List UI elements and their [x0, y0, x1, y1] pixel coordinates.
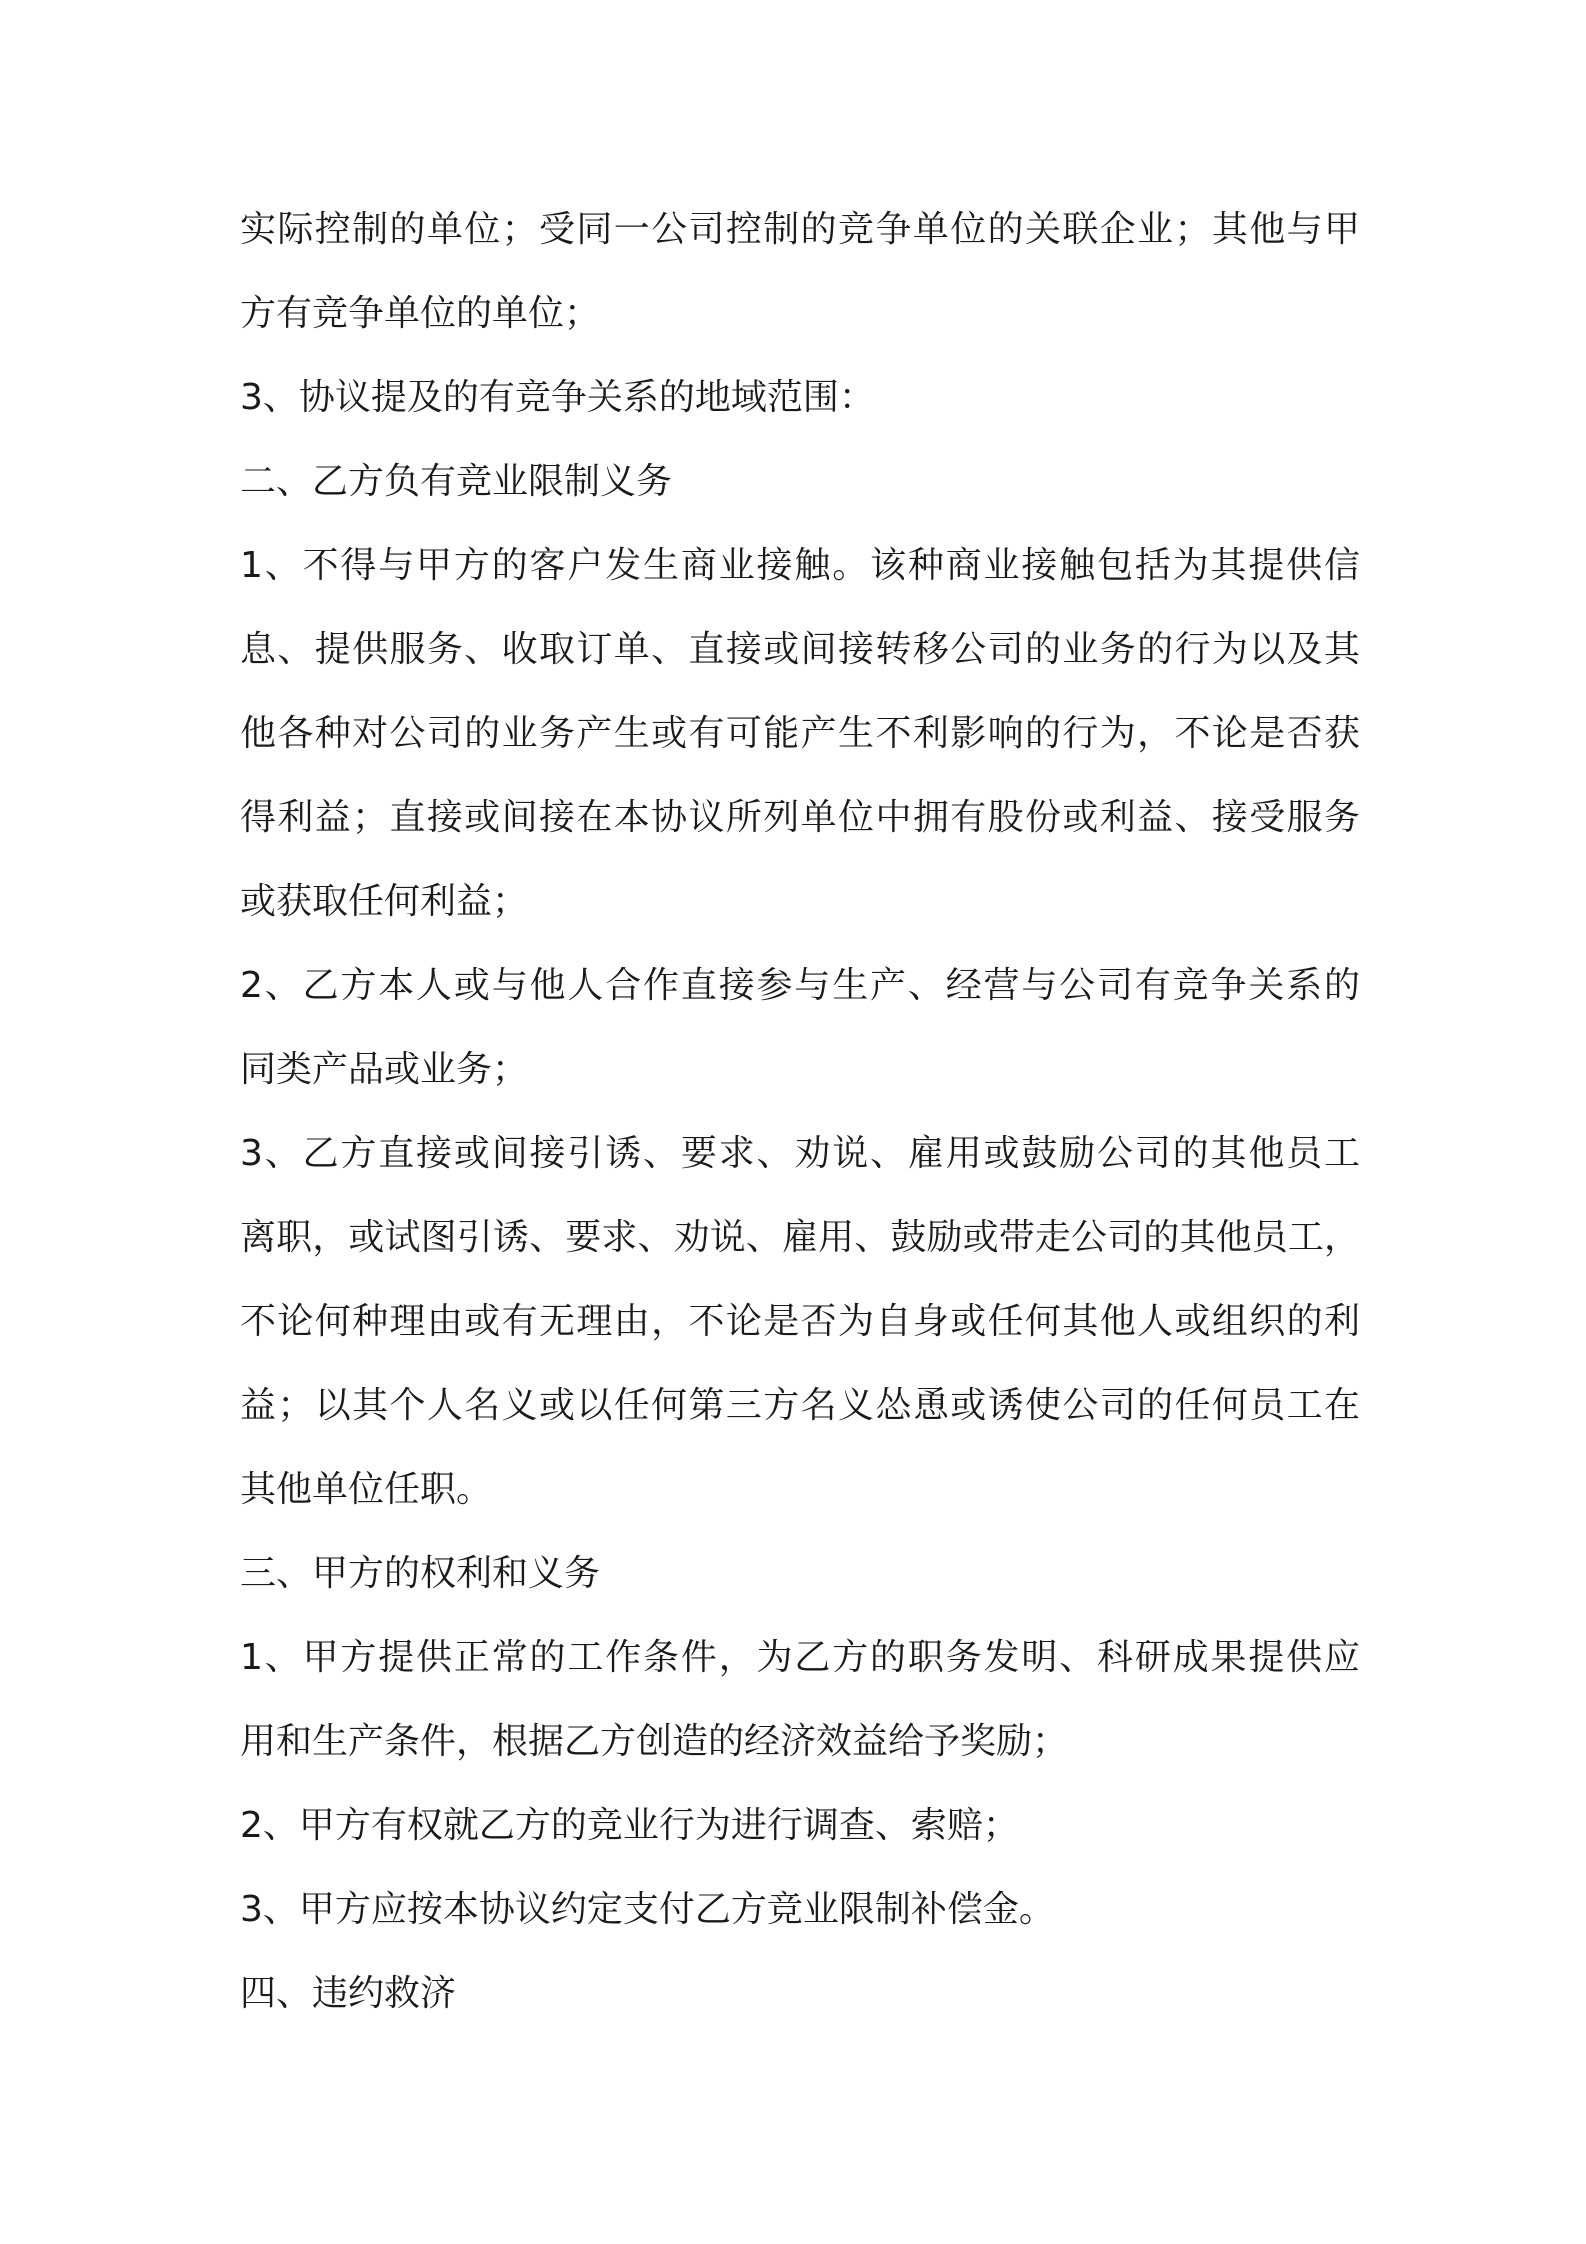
paragraph-line-1: 实际控制的单位；受同一公司控制的竞争单位的关联企业；其他与甲 [240, 209, 1360, 250]
paragraph-line-3: 3、协议提及的有竞争关系的地域范围： [240, 377, 875, 418]
paragraph-line-9: 或获取任何利益； [240, 881, 529, 922]
paragraph-line-7: 他各种对公司的业务产生或有可能产生不利影响的行为，不论是否获 [240, 713, 1360, 754]
paragraph-line-14: 不论何种理由或有无理由，不论是否为自身或任何其他人或组织的利 [240, 1301, 1360, 1342]
paragraph-line-19: 用和生产条件，根据乙方创造的经济效益给予奖励； [240, 1721, 1069, 1762]
paragraph-line-15: 益；以其个人名义或以任何第三方名义怂恿或诱使公司的任何员工在 [240, 1385, 1360, 1426]
paragraph-line-16: 其他单位任职。 [240, 1469, 493, 1510]
paragraph-line-8: 得利益；直接或间接在本协议所列单位中拥有股份或利益、接受服务 [240, 797, 1360, 838]
paragraph-line-2: 方有竞争单位的单位； [240, 293, 601, 334]
paragraph-line-6: 息、提供服务、收取订单、直接或间接转移公司的业务的行为以及其 [240, 629, 1360, 670]
paragraph-line-20: 2、甲方有权就乙方的竞业行为进行调查、索赔； [240, 1805, 1019, 1846]
section-heading-2: 二、乙方负有竞业限制义务 [240, 461, 673, 502]
paragraph-line-5: 1、不得与甲方的客户发生商业接触。该种商业接触包括为其提供信 [240, 545, 1360, 586]
paragraph-line-13: 离职，或试图引诱、要求、劝说、雇用、鼓励或带走公司的其他员工， [240, 1217, 1360, 1258]
paragraph-line-18: 1、甲方提供正常的工作条件，为乙方的职务发明、科研成果提供应 [240, 1637, 1360, 1678]
paragraph-line-12: 3、乙方直接或间接引诱、要求、劝说、雇用或鼓励公司的其他员工 [240, 1133, 1360, 1174]
section-heading-4: 四、违约救济 [240, 1973, 457, 2014]
paragraph-line-10: 2、乙方本人或与他人合作直接参与生产、经营与公司有竞争关系的 [240, 965, 1360, 1006]
paragraph-line-11: 同类产品或业务； [240, 1049, 529, 1090]
section-heading-3: 三、甲方的权利和义务 [240, 1553, 601, 1594]
paragraph-line-21: 3、甲方应按本协议约定支付乙方竞业限制补偿金。 [240, 1889, 1055, 1930]
